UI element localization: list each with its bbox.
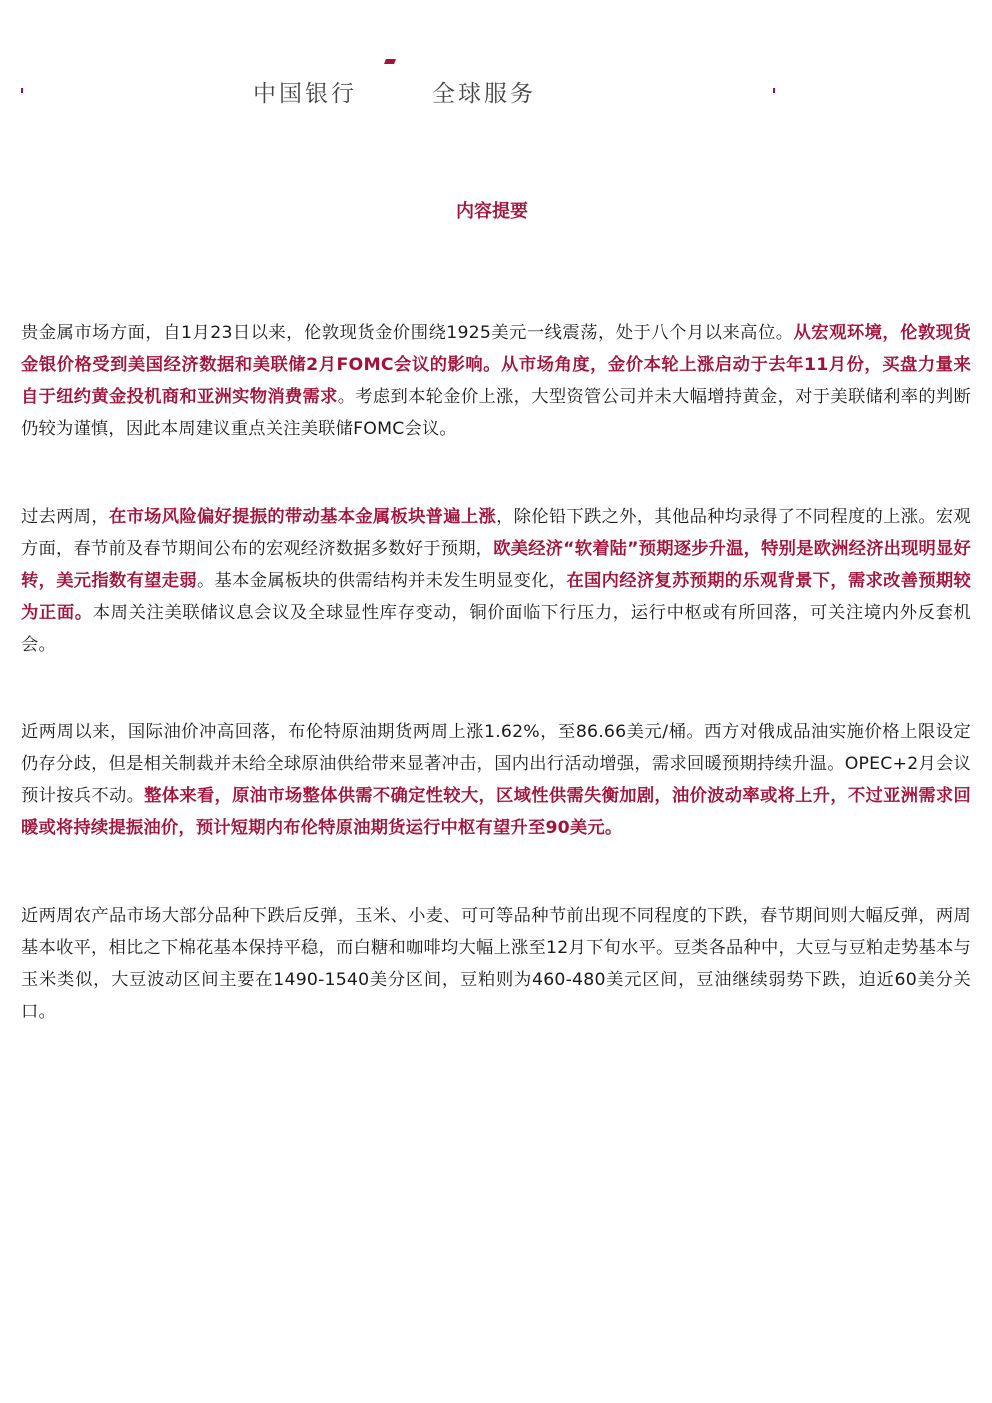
header-edge-mark-left xyxy=(21,88,23,93)
highlighted-text: 在市场风险偏好提振的带动基本金属板块普遍上涨 xyxy=(108,507,497,528)
body-text: 过去两周， xyxy=(21,507,109,528)
body-text: 。考虑到本轮金价上涨，大型资管公司并未大幅增持黄金，对于美联储利率的判断仍较为谨慎，因此本周建议重点关注美联储FOMC会议。 xyxy=(21,387,971,440)
brand-logo-mark xyxy=(384,59,396,64)
brand-name: 中国银行 xyxy=(253,81,357,107)
body-text: 本周关注美联储议息会议及全球显性库存变动，铜价面临下行压力，运行中枢或有所回落，可关注境内外反套机会。 xyxy=(21,603,971,656)
highlighted-text: 整体来看，原油市场整体供需不确定性较大，区域性供需失衡加剧，油价波动率或将上升，不过亚洲需求回暖或将持续提振油价，预计短期内布伦特原油期货运行中枢有望升至90美元。 xyxy=(21,786,972,839)
highlighted-text: 从宏观环境，伦敦现货金银价格受到美国经济数据和美联储2月FOMC会议的影响。从市场角度，金价本轮上涨启动于去年11月份，买盘力量来自于纽约黄金投机商和亚洲实物消费需求 xyxy=(21,323,971,408)
page-header xyxy=(0,50,992,120)
brand-slogan: 全球服务 xyxy=(432,81,536,107)
body-text: ，除伦铅下跌之外，其他品种均录得了不同程度的上涨。宏观方面，春节前及春节期间公布的宏观经济数据多数好于预期， xyxy=(21,507,971,560)
body-text: 近两周以来，国际油价冲高回落，布伦特原油期货两周上涨1.62%，至86.66美元/桶。西方对俄成品油实施价格上限设定仍存分歧，但是相关制裁并未给全球原油供给带来显著冲击，国内出行活动增强，需求回暖预期持续升温。OPEC+2月会议预计按兵不动。 xyxy=(21,722,971,807)
section-title: 内容提要 xyxy=(456,201,528,222)
paragraph-agriculture xyxy=(21,900,971,1028)
paragraph-base-metals xyxy=(21,501,971,661)
header-edge-mark-right xyxy=(773,88,775,93)
body-text: 贵金属市场方面，自1月23日以来，伦敦现货金价围绕1925美元一线震荡，处于八个月以来高位。 xyxy=(21,323,794,344)
body-text: 。基本金属板块的供需结构并未发生明显变化， xyxy=(196,571,567,592)
body-text: 近两周农产品市场大部分品种下跌后反弹，玉米、小麦、可可等品种节前出现不同程度的下跌，春节期间则大幅反弹，两周基本收平，相比之下棉花基本保持平稳，而白糖和咖啡均大幅上涨至12月下旬水平。豆类各品种中，大豆与豆粕走势基本与玉米类似，大豆波动区间主要在1490-1540美分区间，豆粕则为460-480美元区间，豆油继续弱势下跌，迫近60美分关口。 xyxy=(21,906,971,1023)
highlighted-text: 欧美经济“软着陆”预期逐步升温，特别是欧洲经济出现明显好转，美元指数有望走弱 xyxy=(21,539,971,592)
paragraph-precious-metals xyxy=(21,317,971,445)
paragraph-crude-oil xyxy=(21,716,971,844)
highlighted-text: 在国内经济复苏预期的乐观背景下，需求改善预期较为正面。 xyxy=(21,571,971,624)
